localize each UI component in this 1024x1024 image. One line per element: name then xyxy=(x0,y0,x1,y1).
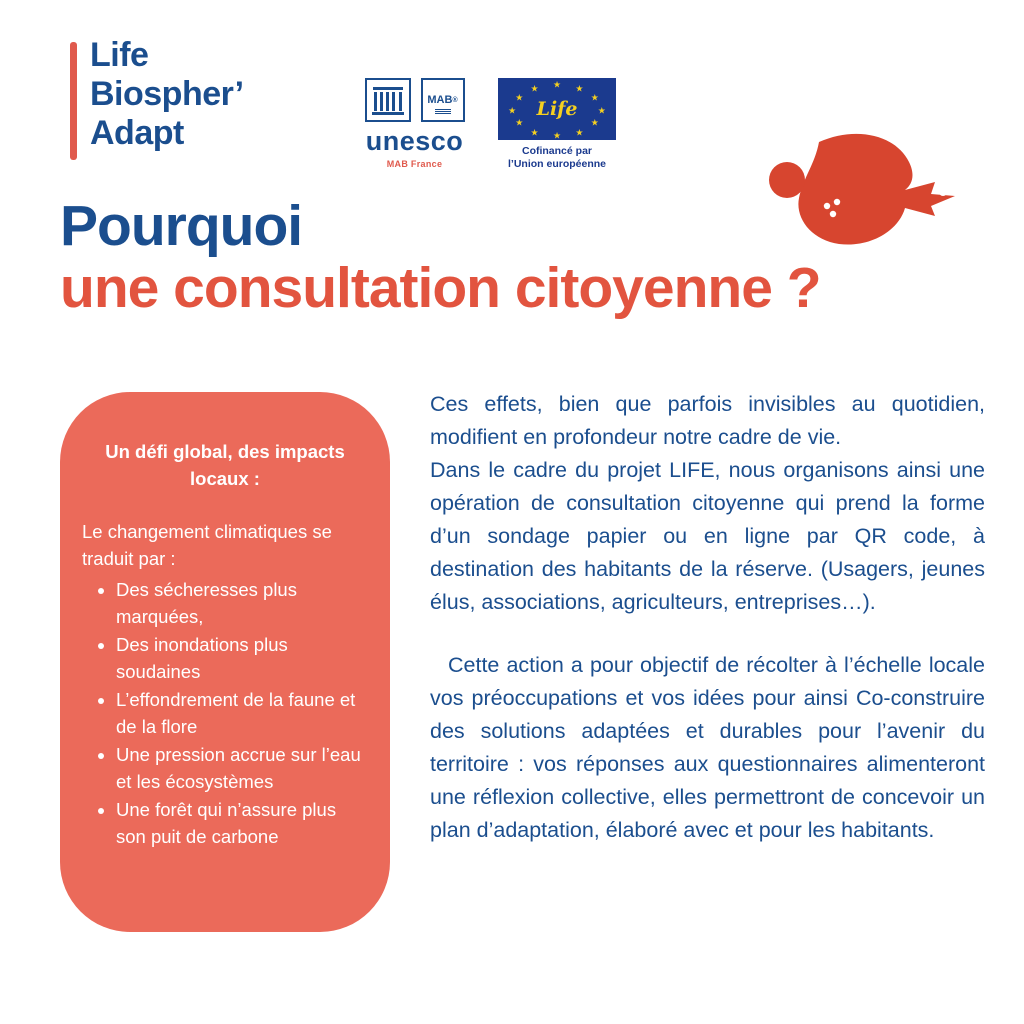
list-item: • Une pression accrue sur l’eau et les écosystèmes xyxy=(116,741,368,795)
logo-accent-bar xyxy=(70,42,77,160)
eu-caption xyxy=(492,145,622,171)
eu-star: ★ xyxy=(530,127,539,138)
mab-icon xyxy=(421,78,465,122)
eu-star: ★ xyxy=(597,105,606,116)
highlight-card xyxy=(60,392,390,932)
eu-life-wordmark: Life xyxy=(536,98,578,120)
mab-registered-mark: ® xyxy=(452,96,458,104)
eu-caption-line-2: l’Union européenne xyxy=(507,158,606,170)
life-biospher-adapt-logo xyxy=(70,36,270,153)
unesco-wordmark: unesco xyxy=(365,126,464,156)
eu-star: ★ xyxy=(508,105,517,116)
logo-line-3: Adapt xyxy=(90,114,184,152)
temple-base-line xyxy=(372,112,404,115)
unesco-emblems xyxy=(352,76,477,122)
page-title-line-1: Pourquoi xyxy=(60,194,303,258)
mab-label: MAB xyxy=(427,94,453,106)
eu-star: ★ xyxy=(515,92,524,103)
eu-star: ★ xyxy=(590,92,599,103)
card-intro-text: Le changement climatiques se traduit par : xyxy=(82,521,332,569)
eu-star: ★ xyxy=(515,117,524,128)
page-title-line-2: une consultation citoyenne ? xyxy=(60,256,821,320)
list-item: • Des inondations plus soudaines xyxy=(116,631,368,685)
bird-dot xyxy=(769,162,805,198)
eu-star: ★ xyxy=(552,79,562,90)
page-title xyxy=(60,195,960,319)
unesco-temple-icon xyxy=(365,78,411,122)
temple-columns xyxy=(374,92,402,111)
body-paragraph-2: Dans le cadre du projet LIFE, nous organisons ainsi une opération de consultation citoyenne qui prend la forme d’un sondage papier ou en ligne par QR code, à destination des habitants de la réserve. (Usagers, jeunes élus, associations, agriculteurs, entreprises…). xyxy=(430,458,985,614)
logo-line-2: Biospher’ xyxy=(90,75,244,113)
temple-roof-line xyxy=(373,87,403,90)
list-item: • Des sécheresses plus marquées, xyxy=(116,576,368,630)
logo-line-1: Life xyxy=(90,36,149,74)
eu-star: ★ xyxy=(552,130,562,141)
card-bullet-list xyxy=(82,576,368,850)
unesco-mab-france-logo xyxy=(352,76,477,169)
body-paragraph-1: Ces effets, bien que parfois invisibles au quotidien, modifient en profondeur notre cadre de vie. xyxy=(430,392,985,449)
unesco-subtitle: MAB France xyxy=(386,159,443,169)
eu-star: ★ xyxy=(590,117,599,128)
body-paragraph-3: Cette action a pour objectif de récolter à l’échelle locale vos préoccupations et vos idées pour ainsi Co-construire des solutions adaptées et durables pour l’avenir du territoire : vos réponses aux questionnaires alimenteront une réflexion collective, elles permettront de concevoir un plan d’adaptation, élaboré avec et pour les habitants. xyxy=(430,653,985,842)
mab-stripes xyxy=(435,109,451,115)
eu-caption-line-1: Cofinancé par xyxy=(521,145,592,157)
eu-star: ★ xyxy=(575,83,584,94)
body-copy xyxy=(430,388,985,847)
list-item: • L’effondrement de la faune et de la flore xyxy=(116,686,368,740)
list-item: • Une forêt qui n’assure plus son puit de carbone xyxy=(116,796,368,850)
logo-wordmark xyxy=(90,36,270,153)
eu-star: ★ xyxy=(530,83,539,94)
card-heading: Un défi global, des impacts locaux : xyxy=(105,441,345,489)
eu-flag xyxy=(498,78,616,140)
eu-star: ★ xyxy=(575,127,584,138)
eu-cofunding-logo xyxy=(492,78,622,171)
